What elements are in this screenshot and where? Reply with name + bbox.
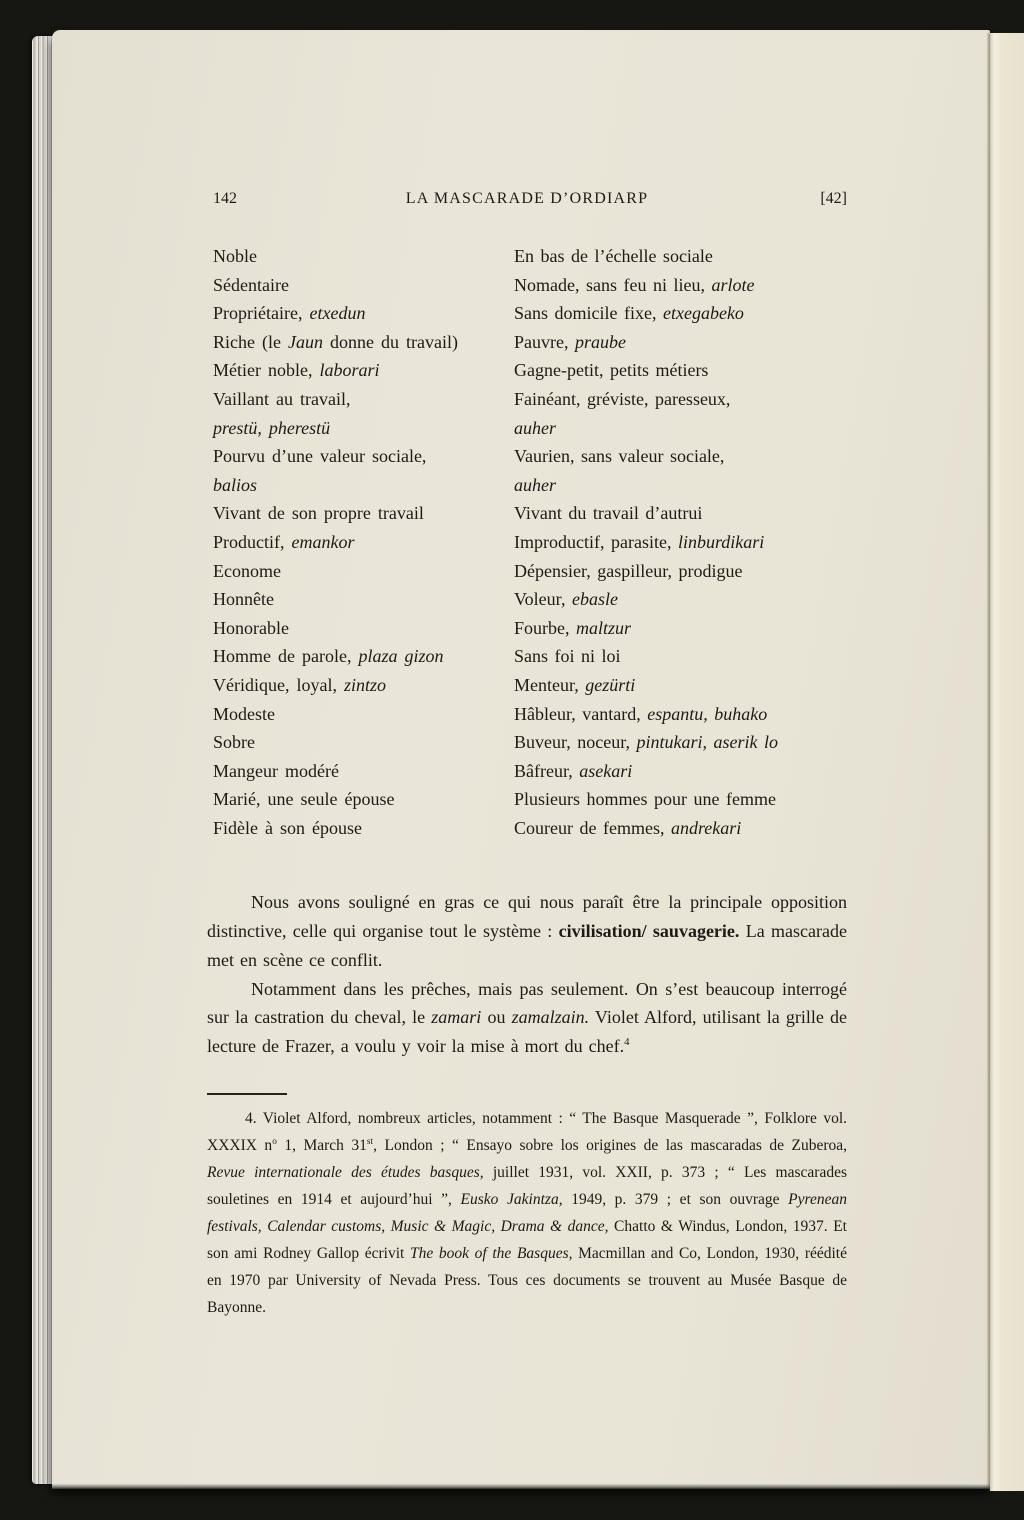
table-cell-left: Modeste: [213, 703, 275, 724]
facing-page-sliver: [990, 33, 1024, 1491]
table-cell-right: Fourbe, maltzur: [514, 617, 632, 638]
table-cell-right: Voleur, ebasle: [514, 589, 618, 610]
table-cell-left: Métier noble, laborari: [213, 360, 380, 381]
table-cell-left: Fidèle à son épouse: [213, 817, 362, 838]
table-cell-right: Gagne-petit, petits métiers: [514, 360, 709, 381]
table-cell-left: Honorable: [213, 617, 289, 638]
table-cell-left: Homme de parole, plaza gizon: [213, 646, 444, 667]
table-row: [207, 614, 847, 643]
table-cell-right: Buveur, noceur, pintukari, aserik lo: [514, 732, 779, 753]
table-cell-right: Sans foi ni loi: [514, 646, 621, 667]
bracket-page-number: [42]: [820, 190, 847, 207]
footnote: [207, 1105, 847, 1321]
table-row: [207, 785, 847, 814]
paragraph: Nous avons souligné en gras ce qui nous paraît être la principale opposition distinctive, celle qui organise tout le système : civilisation/ sauvagerie. La mascarade met en scène ce conflit.: [207, 892, 847, 970]
table-cell-right: Dépensier, gaspilleur, prodigue: [514, 560, 743, 581]
table-row: [207, 385, 847, 442]
table-cell-left: Honnête: [213, 589, 274, 610]
table-row: [207, 728, 847, 757]
table-row: [207, 757, 847, 786]
table-row: [207, 499, 847, 528]
table-cell-right: Fainéant, gréviste, paresseux, auher: [514, 388, 731, 438]
table-cell-left: Sobre: [213, 732, 255, 753]
table-cell-right: Vaurien, sans valeur sociale, auher: [514, 446, 725, 495]
table-cell-right: En bas de l’échelle sociale: [514, 246, 713, 266]
table-row: [207, 299, 847, 328]
table-row: [207, 242, 847, 271]
footnote-text: 4. Violet Alford, nombreux articles, notamment : “ The Basque Masquerade ”, Folklore vol. XXXIX $n^o$ 1, March 31st, London ; “ Ensayo sobre los origines de las mascaradas de Zuberoa, Revue internationale des études basques, juillet 1931, vol. XXII, p. 373 ; “ Les mascarades souletines en 1914 et aujourd’hui ”, Eusko Jakintza, 1949, p. 379 ; et son ouvrage Pyrenean festivals, Calendar customs, Music & Magic, Drama & dance, Chatto & Windus, London, 1937. Et son ami Rodney Gallop écrivit The book of the Basques, Macmillan and Co, London, 1930, réédité en 1970 par University of Nevada Press. Tous ces documents se trouvent au Musée Basque de Bayonne.: [207, 1109, 848, 1316]
table-row: [207, 700, 847, 729]
table-row: [207, 585, 847, 614]
table-cell-left: Noble: [213, 246, 257, 266]
table-row: [207, 528, 847, 557]
body-text: [207, 888, 847, 1060]
table-cell-right: Hâbleur, vantard, espantu, buhako: [514, 703, 768, 724]
table-cell-left: Vaillant au travail, prestü, pherestü: [213, 388, 351, 438]
table-row: [207, 356, 847, 385]
table-row: [207, 328, 847, 357]
table-cell-left: Marié, une seule épouse: [213, 789, 395, 810]
table-row: [207, 271, 847, 300]
table-cell-left: Productif, emankor: [213, 531, 355, 552]
table-row: [207, 442, 847, 499]
table-cell-right: Pauvre, praube: [514, 331, 626, 352]
table-cell-left: Econome: [213, 560, 281, 581]
paragraph: Notamment dans les prêches, mais pas seulement. On s’est beaucoup interrogé sur la castration du cheval, le zamari ou zamalzain. Violet Alford, utilisant la grille de lecture de Frazer, a voulu y voir la mise à mort du chef.$^4$: [207, 978, 848, 1056]
table-row: [207, 557, 847, 586]
table-cell-right: Vivant du travail d’autrui: [514, 503, 703, 524]
book-page: [52, 30, 990, 1486]
footnote-rule: [207, 1093, 287, 1095]
table-cell-left: Vivant de son propre travail: [213, 503, 424, 524]
table-cell-right: Plusieurs hommes pour une femme: [514, 789, 776, 810]
table-cell-right: Nomade, sans feu ni lieu, arlote: [514, 274, 755, 295]
table-cell-right: Menteur, gezürti: [514, 674, 636, 695]
table-cell-left: Propriétaire, etxedun: [213, 303, 366, 324]
page-header: [207, 190, 847, 212]
table-cell-right: Bâfreur, asekari: [514, 760, 633, 781]
table-cell-left: Mangeur modéré: [213, 760, 339, 781]
running-title: LA MASCARADE D’ORDIARP: [405, 190, 649, 207]
table-cell-right: Improductif, parasite, linburdikari: [514, 531, 765, 552]
table-cell-left: Pourvu d’une valeur sociale, balios: [213, 446, 427, 495]
table-cell-left: Riche (le Jaun donne du travail): [213, 331, 458, 352]
table-cell-left: Sédentaire: [213, 274, 289, 295]
page-content: [207, 190, 847, 1321]
table-cell-right: Coureur de femmes, andrekari: [514, 817, 742, 838]
opposition-table: [207, 242, 847, 842]
table-cell-left: Véridique, loyal, zintzo: [213, 674, 386, 695]
page-number: 142: [213, 190, 237, 207]
page-bottom-edge: [52, 1484, 990, 1489]
table-row: [207, 642, 847, 671]
table-row: [207, 671, 847, 700]
table-row: [207, 814, 847, 843]
table-cell-right: Sans domicile fixe, etxegabeko: [514, 303, 744, 324]
